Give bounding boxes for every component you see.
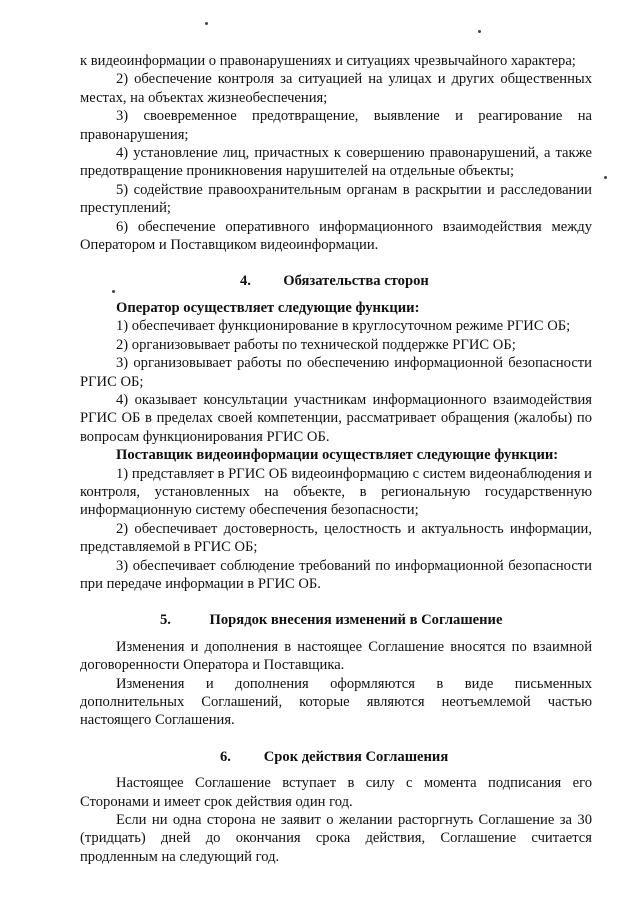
list-item: 1) обеспечивает функционирование в круглосуточном режиме РГИС ОБ; [116, 318, 571, 335]
section-title: Порядок внесения изменений в Соглашение [209, 612, 503, 629]
list-item: 2) обеспечение контроля за ситуацией на улицах и других общественных местах, на объектах жизнеобеспечения; [80, 71, 592, 106]
section-number: 5. [160, 612, 171, 629]
scan-speck [604, 176, 607, 179]
section-4-heading [80, 272, 592, 290]
paragraph: Если ни одна сторона не заявит о желании расторгнуть Соглашение за 30 (тридцать) дней до окончания срока действия, Соглашение считается продленным на следующий год. [80, 812, 592, 865]
section-6-heading [80, 748, 592, 766]
list-item: 4) оказывает консультации участникам информационного взаимодействия РГИС ОБ в пределах своей компетенции, рассматривает обращения (жалобы) по вопросам функционирования РГИС ОБ. [80, 391, 592, 445]
paragraph: Изменения и дополнения оформляются в виде письменных дополнительных Соглашений, которые являются неотъемлемой частью настоящего Соглашения. [80, 675, 592, 729]
section-title: Обязательства сторон [283, 273, 429, 290]
list-item: 2) обеспечивает достоверность, целостность и актуальность информации, представляемой в РГИС ОБ; [80, 520, 592, 556]
scan-speck [478, 30, 481, 33]
scan-speck [205, 22, 208, 25]
list-item: 3) организовывает работы по обеспечению информационной безопасности РГИС ОБ; [80, 355, 592, 390]
section-title: Срок действия Соглашения [263, 748, 449, 765]
paragraph: к видеоинформации о правонарушениях и ситуациях чрезвычайного характера; [80, 53, 576, 69]
list-item: 4) установление лиц, причастных к совершению правонарушений, а также предотвращение проникновения нарушителей на отдельные объекты; [80, 145, 592, 180]
list-item: 5) содействие правоохранительным органам в раскрытии и расследовании преступлений; [80, 181, 592, 217]
list-item: 1) представляет в РГИС ОБ видеоинформацию с систем видеонаблюдения и контроля, установленных на объекте, в региональную государственную информационную систему обеспечения безопасности; [80, 465, 592, 519]
paragraph: Настоящее Соглашение вступает в силу с момента подписания его Сторонами и имеет срок действия один год. [80, 775, 592, 810]
section-number: 4. [240, 273, 251, 290]
document-body [80, 52, 592, 866]
list-item: 2) организовывает работы по технической поддержке РГИС ОБ; [116, 336, 516, 353]
list-item: 6) обеспечение оперативного информационного взаимодействия между Оператором и Поставщиком видеоинформации. [80, 218, 592, 254]
section-5-heading [80, 611, 592, 629]
list-item: 3) обеспечивает соблюдение требований по информационной безопасности при передаче информации в РГИС ОБ. [80, 557, 592, 592]
section-number: 6. [220, 748, 231, 765]
operator-functions-heading: Оператор осуществляет следующие функции: [116, 299, 420, 316]
list-item: 3) своевременное предотвращение, выявление и реагирование на правонарушения; [80, 108, 592, 143]
supplier-functions-heading: Поставщик видеоинформации осуществляет следующие функции: [116, 447, 559, 464]
paragraph: Изменения и дополнения в настоящее Соглашение вносятся по взаимной договоренности Оператора и Поставщика. [80, 638, 592, 674]
